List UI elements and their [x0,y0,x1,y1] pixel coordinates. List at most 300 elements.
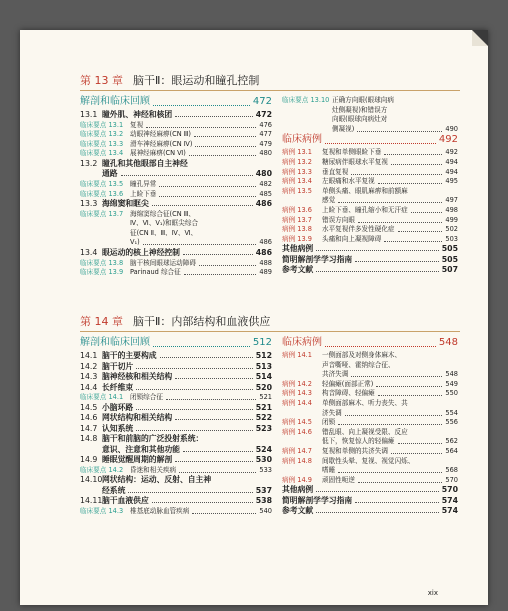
entry-label: 声音嘶哑、霍纳综合征、 [322,360,395,369]
toc-entry [282,196,458,205]
page-ref: 523 [255,423,272,433]
entry-label: 其他病例 [282,485,314,495]
page-ref: 488 [259,258,272,267]
entry-label: Ⅳ、Ⅵ、V₁)和眶尖综合 [130,219,199,228]
page-ref: 472 [255,110,272,119]
toc-entry [282,96,458,105]
page-ref: 513 [255,361,272,371]
entry-label: 错误方向眼 [322,215,355,224]
page-ref: 568 [445,466,458,475]
entry-label: 通路 [102,169,118,179]
entry-label: 解剖和临床回顾 [80,337,150,348]
page-ref: 549 [445,379,458,388]
entry-label: 垂直复视 [322,167,349,176]
leader-dots [411,211,443,213]
toc-entry [80,507,272,516]
toc-entry [80,159,272,168]
entry-tag: 病例 14.3 [282,389,312,398]
page-ref: 521 [259,393,272,401]
page-ref: 489 [259,268,272,277]
section-number: 14.10 [80,475,103,485]
entry-label: 睡眠觉醒周期的解剖 [102,455,173,465]
page-ref: 479 [259,139,272,148]
page-ref: 507 [441,265,458,275]
page-ref: 486 [255,199,272,209]
toc-entry [80,219,272,228]
chapter-14-left-column [80,337,272,577]
leader-dots [152,501,253,503]
entry-tag: 病例 13.3 [282,167,312,176]
page-ref: 505 [441,244,458,254]
toc-entry [80,96,272,108]
page-ref: 482 [259,179,272,188]
leader-dots [175,115,253,117]
leader-dots [189,154,257,156]
entry-label: 脑干血液供应 [102,496,149,506]
leader-dots [153,345,250,347]
toc-entry [80,259,272,268]
page-ref: 477 [259,130,272,139]
leader-dots [136,408,253,410]
leader-dots [358,221,442,223]
entry-tag: 病例 13.5 [282,186,312,195]
entry-label: 嗜睡 [322,466,336,475]
chapter-13-left-column [80,96,272,336]
page-ref: 548 [438,337,458,348]
entry-tag: 临床要点 13.1 [80,120,124,129]
page-ref: 548 [445,370,458,379]
toc-entry [282,496,458,505]
entry-label: 济失调 [322,408,342,417]
page-ref: 494 [445,158,458,166]
entry-label: 动眼神经麻痹(CN Ⅲ) [130,130,191,139]
leader-dots [345,414,443,416]
entry-label: 复视和单侧的共济失调 [322,447,388,455]
section-number: 14.4 [80,382,98,392]
entry-label: 长纤维束 [102,382,134,392]
page-ref: 537 [255,485,272,495]
toc-entry [282,148,458,157]
entry-tag: 病例 13.6 [282,206,312,214]
page-ref: 556 [445,418,458,427]
page-ref: 495 [445,177,458,186]
chapter-14-heading [80,313,440,329]
toc-entry [282,134,458,146]
entry-label: 侧凝视) [332,124,355,133]
toc-entry [80,140,272,149]
entry-label: 参考文献 [282,265,314,275]
entry-label: 感觉 [322,196,336,205]
page-ref: 524 [255,444,272,454]
section-number: 14.1 [80,351,98,360]
leader-dots [351,173,442,175]
leader-dots [358,481,442,483]
leader-dots [136,367,253,369]
page-ref: 562 [445,437,458,446]
page-ref: 497 [445,196,458,205]
entry-tag: 病例 14.8 [282,456,312,465]
entry-label: 瞳孔异常 [130,179,157,188]
entry-label: 椎基底动脉血管疾病 [130,506,190,515]
toc-entry [80,393,272,402]
entry-label: 简明解剖学学习指南 [282,495,353,505]
entry-label: 复视 [130,120,144,129]
toc-entry [282,216,458,225]
leader-dots [192,512,256,514]
leader-dots [183,450,253,452]
entry-label: 顽固性呃逆 [322,475,355,484]
page-ref: 480 [259,149,272,158]
entry-tag: 临床要点 13.7 [80,209,124,218]
leader-dots [152,204,253,206]
entry-tag: 临床要点 13.5 [80,179,124,188]
toc-entry [282,437,458,446]
page-ref: 490 [445,124,458,133]
toc-entry [80,434,272,443]
entry-tag: 临床要点 13.3 [80,139,124,148]
leader-dots [316,249,439,251]
leader-dots [136,388,253,390]
entry-label: 海绵窦和眶尖 [102,199,149,209]
leader-dots [194,135,257,137]
toc-entry [282,337,458,349]
entry-tag: 病例 14.6 [282,427,312,436]
page-ref: 512 [255,351,272,360]
leader-dots [338,423,442,425]
leader-dots [179,471,256,473]
entry-label: 间歇性头晕、复视、视觉闪烁、 [322,456,415,465]
toc-entry [282,115,458,124]
toc-entry [282,476,458,485]
section-number: 14.5 [80,402,98,412]
leader-dots [128,491,252,493]
leader-dots [355,501,439,503]
toc-entry [80,413,272,422]
entry-label: 网状结构：运动、反射、自主神 [102,475,212,485]
entry-tag: 临床要点 13.6 [80,189,124,198]
toc-entry [282,265,458,274]
section-number: 13.4 [80,248,98,257]
toc-entry [282,244,458,253]
entry-label: 脑神经核和相关结构 [102,372,173,381]
entry-tag: 病例 14.2 [282,379,312,388]
toc-entry [80,110,272,119]
entry-label: 一侧面部及对侧身体麻木、 [322,351,402,359]
entry-tag: 病例 13.9 [282,234,312,243]
toc-entry [80,210,272,219]
section-number: 13.1 [80,110,98,119]
leader-dots [175,418,253,420]
entry-label: 糖尿病伴眼球水平复视 [322,158,388,166]
page-ref: 554 [445,408,458,417]
entry-label: 复视和单侧眼睑下垂 [322,148,382,157]
toc-entry [80,496,272,505]
page-ref: 476 [259,120,272,129]
leader-dots [325,345,436,347]
entry-label: 临床病例 [282,337,322,348]
toc-entry [80,351,272,360]
entry-label: V₁) [130,238,140,247]
toc-entry [282,389,458,398]
entry-tag: 病例 14.4 [282,399,312,407]
page-ref: 505 [441,254,458,264]
entry-tag: 病例 14.1 [282,351,312,359]
toc-entry [282,255,458,264]
leader-dots [376,385,442,387]
toc-entry [282,457,458,466]
chapter-14-rule [80,331,460,332]
entry-tag: 病例 14.5 [282,418,312,427]
toc-entry [282,485,458,494]
section-number: 14.9 [80,455,98,465]
toc-entry [282,409,458,418]
toc-entry [80,180,272,189]
page-number: xix [427,589,438,597]
chapter-13-heading [80,72,440,88]
entry-label: 脑干和前脑的广泛投射系统： [102,434,204,444]
section-number: 14.7 [80,423,98,433]
page-ref: 480 [255,169,272,179]
entry-label: 意识、注意和其他功能 [102,444,180,454]
toc-entry [282,125,458,134]
entry-label: 轻偏瘫(面部正常) [322,379,374,388]
entry-label: Parinaud 综合征 [130,268,181,277]
section-number: 14.3 [80,372,98,381]
toc-entry [80,130,272,139]
entry-label: 眼运动的核上神经控制 [102,248,180,257]
book-page [20,30,488,605]
leader-dots [175,377,253,379]
toc-entry [282,447,458,456]
entry-tag: 临床要点 14.1 [80,393,124,401]
page-ref: 574 [441,495,458,505]
entry-label: 昏迷和相关疾病 [130,465,177,474]
toc-entry [80,455,272,464]
leader-dots [384,153,442,155]
toc-entry [80,383,272,392]
toc-entry [282,206,458,215]
leader-dots [391,452,442,454]
page-ref: 522 [255,413,272,423]
entry-label: 闭锁 [322,418,336,427]
page-ref: 550 [445,389,458,398]
entry-label: 单侧面部麻木、听力丧失、共 [322,399,408,407]
entry-label: 向眼(眼球向病灶对 [332,115,388,124]
toc-entry [282,158,458,167]
leader-dots [159,185,256,187]
leader-dots [398,230,443,232]
page-ref: 492 [438,134,458,146]
toc-entry [80,372,272,381]
entry-tag: 病例 13.4 [282,177,312,186]
entry-label: 展神经麻痹(CN Ⅵ) [130,149,186,158]
toc-entry [80,268,272,277]
chapter-13-rule [80,90,460,91]
page-ref: 472 [252,96,272,107]
leader-dots [355,260,439,262]
leader-dots [378,394,443,396]
entry-label: 灶侧凝视)和错误方 [332,105,388,114]
toc-entry [80,169,272,178]
entry-tag: 病例 13.8 [282,225,312,234]
toc-entry [80,424,272,433]
section-number: 14.6 [80,413,98,423]
toc-entry [80,445,272,454]
chapter-13-title: 脑干Ⅱ：眼运动和瞳孔控制 [133,74,260,87]
toc-entry [282,168,458,177]
entry-label: 瞳孔和其他眼部自主神经 [102,158,188,168]
entry-tag: 临床要点 14.2 [80,465,124,474]
entry-label: 征(CN Ⅱ、Ⅲ、Ⅳ、Ⅵ、 [130,228,198,237]
chapter-14-title: 脑干Ⅱ：内部结构和血液供应 [133,315,271,328]
leader-dots [153,104,250,106]
leader-dots [160,356,253,358]
chapter-14-number: 第 14 章 [80,315,123,328]
leader-dots [195,145,256,147]
entry-label: 单侧头痛、眼肌麻痹和前额麻 [322,186,408,195]
page-ref: 492 [445,148,458,157]
page-fold [472,30,488,46]
leader-dots [398,442,443,444]
entry-label: 经系统 [102,485,126,495]
page-ref: 540 [259,506,272,515]
toc-entry [282,225,458,234]
toc-entry [80,475,272,484]
toc-entry [282,177,458,186]
page-ref: 570 [441,485,458,495]
leader-dots [391,163,442,165]
section-number: 14.11 [80,496,103,506]
page-ref: 574 [441,506,458,516]
page-ref: 494 [445,167,458,176]
page-ref: 499 [445,215,458,224]
page-ref: 570 [445,475,458,484]
entry-tag: 病例 14.9 [282,475,312,484]
section-number: 13.3 [80,199,98,209]
entry-label: 解剖和临床回顾 [80,96,150,107]
toc-entry [80,149,272,158]
page-ref: 512 [252,337,272,348]
section-number: 14.8 [80,434,98,444]
leader-dots [316,511,439,513]
entry-label: 脑干切片 [102,361,134,371]
page-ref: 498 [445,206,458,214]
toc-entry [80,229,272,238]
entry-label: 共济失调 [322,370,349,379]
leader-dots [316,490,439,492]
entry-label: 临床病例 [282,134,322,146]
entry-label: 海绵窦综合征(CN Ⅲ、 [130,209,195,218]
leader-dots [159,195,256,197]
entry-tag: 病例 13.2 [282,158,312,166]
entry-tag: 临床要点 14.3 [80,506,124,515]
entry-label: 正确方向眼(眼球向病 [332,96,394,104]
leader-dots [338,201,442,203]
entry-label: 滑车神经麻痹(CN Ⅳ) [130,139,193,148]
toc-entry [80,199,272,208]
toc-entry [282,370,458,379]
page-ref: 503 [445,234,458,243]
toc-entry [80,362,272,371]
leader-dots [357,130,442,132]
entry-label: 脑干核间眼球运动障碍 [130,258,196,267]
toc-entry [80,337,272,349]
toc-entry [282,361,458,370]
page-ref: 530 [255,455,272,465]
leader-dots [143,243,257,245]
entry-label: 错乱眼、向上凝视受限、反应 [322,427,408,436]
leader-dots [384,240,442,242]
chapter-13-number: 第 13 章 [80,74,123,87]
entry-tag: 临床要点 13.8 [80,258,124,267]
entry-label: 参考文献 [282,506,314,516]
toc-entry [282,399,458,408]
toc-entry [80,403,272,412]
page-ref: 564 [445,447,458,455]
leader-dots [378,182,443,184]
leader-dots [316,270,439,272]
entry-label: 简明解剖学学习指南 [282,254,353,264]
toc-entry [80,248,272,257]
entry-tag: 临床要点 13.10 [282,96,330,104]
toc-entry [282,106,458,115]
toc-entry [282,466,458,475]
entry-label: 闭锁综合征 [130,393,163,401]
entry-label: 低下，恢复惊人的轻偏瘫 [322,437,395,446]
entry-tag: 临床要点 13.9 [80,268,124,277]
leader-dots [199,264,256,266]
section-number: 13.2 [80,158,98,168]
entry-label: 认知系统 [102,423,134,433]
page-ref: 502 [445,225,458,234]
leader-dots [183,253,253,255]
page-ref: 538 [255,496,272,506]
leader-dots [325,142,436,144]
page-ref: 521 [255,402,272,412]
toc-entry [80,121,272,130]
entry-label: 水平复视伴多发性硬化症 [322,225,395,234]
toc-entry [282,187,458,196]
entry-label: 构音障碍、轻偏瘫 [322,389,375,398]
leader-dots [338,471,442,473]
leader-dots [351,375,442,377]
entry-label: 头痛和向上凝视障碍 [322,234,382,243]
toc-entry [80,238,272,247]
entry-label: 上睑下垂、瞳孔缩小和无汗症 [322,206,408,214]
toc-entry [282,235,458,244]
page-ref: 486 [255,248,272,257]
page-ref: 520 [255,382,272,392]
toc-entry [80,466,272,475]
entry-tag: 临床要点 13.4 [80,149,124,158]
leader-dots [175,460,253,462]
toc-entry [282,351,458,360]
entry-label: 脑干的主要构成 [102,351,157,360]
entry-tag: 病例 14.7 [282,447,312,455]
leader-dots [166,398,256,400]
leader-dots [184,273,257,275]
chapter-14-right-column [282,337,458,577]
toc-entry [80,486,272,495]
entry-tag: 临床要点 13.2 [80,130,124,139]
leader-dots [136,429,253,431]
section-number: 14.2 [80,361,98,371]
entry-label: 网状结构和相关结构 [102,413,173,423]
page-ref: 485 [259,189,272,198]
chapter-13-right-column [282,96,458,336]
toc-entry [282,418,458,427]
page-ref: 514 [255,372,272,381]
